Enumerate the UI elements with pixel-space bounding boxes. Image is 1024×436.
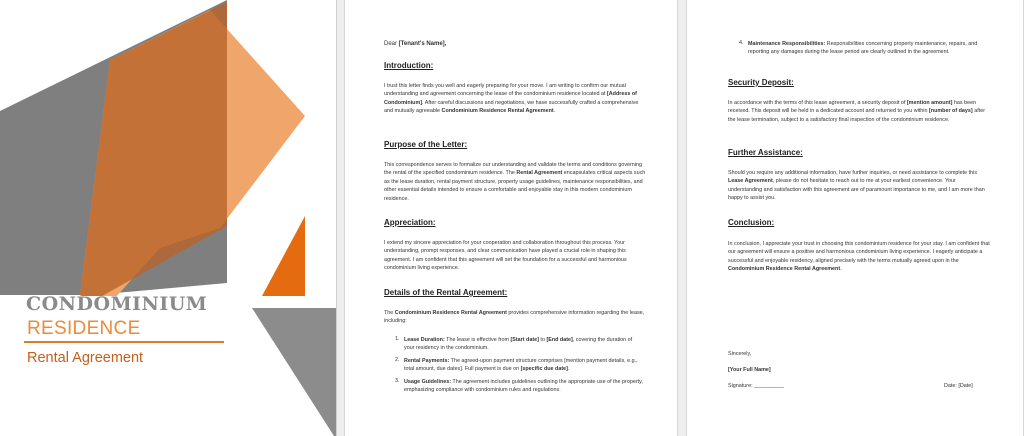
cover-doc-type: Rental Agreement (27, 350, 144, 366)
list-number: 2. (395, 357, 400, 363)
list-number: 1. (395, 336, 400, 342)
purpose-text: This correspondence serves to formalize our understanding and validate the terms and conditions governing the rental of the specified condominium residence. The Rental Agreement encapsulates critical aspects such as the lease duration, rental payment structure, property usage guidelines, maintenance responsibilities, and other essential details intended to ensure a comfortable and enjoyable stay in this modern condominium residence. (384, 162, 646, 202)
introduction-heading: Introduction: (384, 61, 434, 70)
introduction-text: I trust this letter finds you well and eagerly preparing for your move. I am writing to confirm our mutual understanding and agreement concerning the lease of the condominium residence located at [Address of Condominium]. After careful discussions and negotiations, we have successfully crafted a comprehensive and mutually agreeable Condominium Residence Rental Agreement. (384, 83, 639, 115)
greeting: Dear [Tenant's Name], (384, 41, 447, 47)
cover-page (0, 0, 337, 436)
cover-subtitle: RESIDENCE (27, 318, 141, 339)
letter-page-2 (686, 0, 1024, 436)
details-heading: Details of the Rental Agreement: (384, 288, 508, 297)
cover-artwork (0, 0, 336, 436)
closing: Sincerely, (728, 351, 752, 357)
assistance-text: Should you require any additional information, have further inquiries, or need assistance to complete this Lease Agreement, please do not hesitate to reach out to me at your earliest convenience. Your understanding and satisfaction with this agreement are of paramount importance to me, and I am more than happy to assist you. (728, 170, 985, 202)
security-heading: Security Deposit: (728, 78, 794, 87)
list-item-maintenance: Maintenance Responsibilities: Responsibilities concerning property maintenance, repairs, and reporting any damages during the lease period are clearly outlined in the agreement. (748, 41, 978, 56)
list-item-usage-guidelines: Usage Guidelines: The agreement includes guidelines outlining the appropriate use of the property, emphasizing compliance with condominium rules and regulations. (404, 379, 643, 394)
list-number: 4. (739, 40, 744, 46)
date-line: Date: [Date] (944, 383, 973, 389)
gray-bottom-triangle (252, 308, 336, 436)
list-number: 3. (395, 378, 400, 384)
appreciation-heading: Appreciation: (384, 218, 436, 227)
signature-line: Signature: __________ (728, 383, 785, 389)
assistance-heading: Further Assistance: (728, 148, 803, 157)
orange-dark-triangle (262, 216, 305, 296)
cover-divider (24, 341, 224, 343)
conclusion-text: In conclusion, I appreciate your trust in choosing this condominium residence for your stay. I am confident that our agreement will ensure a positive and harmonious condominium living experience. I eagerly anticipate a successful and enjoyable residency, aligned precisely with the terms mutually agreed upon in the Condominium Residence Rental Agreement. (728, 241, 990, 273)
list-item-rental-payments: Rental Payments: The agreed-upon payment structure comprises [mention payment details, e.g., total amount, due dates]. Full payment is due on [specific due date]. (404, 358, 638, 373)
signer-name: [Your Full Name] (728, 367, 771, 373)
letter-page-1 (344, 0, 678, 436)
conclusion-heading: Conclusion: (728, 218, 775, 227)
cover-white-panel (0, 296, 250, 436)
security-text: In accordance with the terms of this lease agreement, a security deposit of [mention amount] has been received. This deposit will be held in a dedicated account and returned to you within [number of days] after the lease termination, subject to a satisfactory final inspection of the condominium residence. (728, 100, 986, 123)
purpose-heading: Purpose of the Letter: (384, 140, 468, 149)
details-text: The Condominium Residence Rental Agreement provides comprehensive information regarding the lease, including: (384, 310, 645, 325)
appreciation-text: I extend my sincere appreciation for your cooperation and collaboration throughout this process. Your understanding, prompt responses, and clear communication have played a crucial role in shaping this agreement. I am confident that this agreement will set the foundation for a successful and harmonious condominium living experience. (384, 240, 627, 272)
cover-title: CONDOMINIUM (26, 293, 208, 315)
list-item-lease-duration: Lease Duration: The lease is effective from [Start date] to [End date], covering the duration of your residency in the condominium. (404, 337, 633, 352)
